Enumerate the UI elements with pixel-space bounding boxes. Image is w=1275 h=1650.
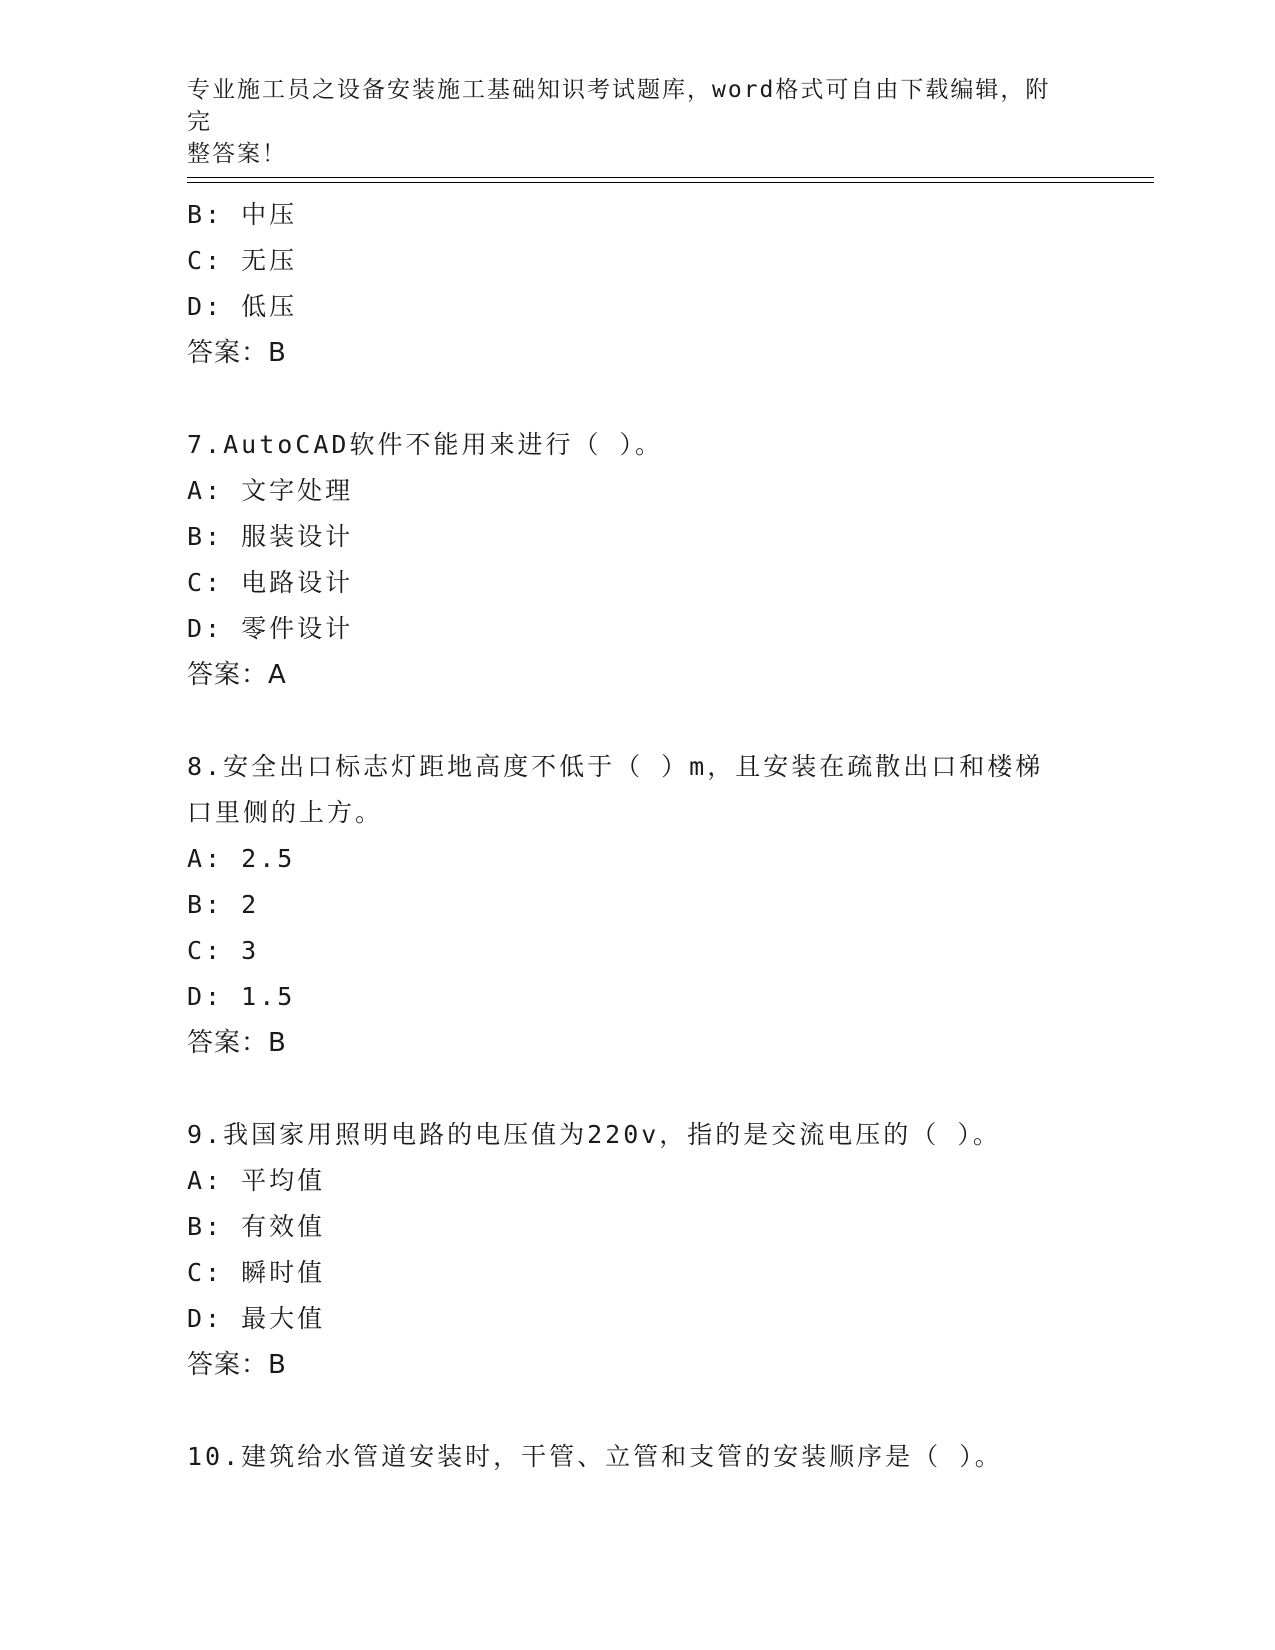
spacer — [187, 698, 1087, 744]
q7-question: 7.AutoCAD软件不能用来进行（ ）。 — [187, 430, 664, 459]
q9-option-c: C: 瞬时值 — [187, 1258, 326, 1287]
spacer — [187, 1066, 1087, 1112]
q8-question-line-2: 口里侧的上方。 — [187, 798, 384, 827]
q9-option-a: A: 平均值 — [187, 1166, 326, 1195]
q7-option-a: A: 文字处理 — [187, 476, 354, 505]
spacer — [187, 376, 1087, 422]
header-line-2: 整答案！ — [187, 141, 287, 167]
question-8-block — [187, 744, 1087, 1066]
document-header — [187, 74, 1067, 170]
question-7-block — [187, 422, 1087, 698]
q8-option-d: D: 1.5 — [187, 982, 296, 1011]
q6-answer: 答案：B — [187, 338, 287, 368]
header-divider-bottom — [187, 182, 1154, 183]
q8-answer: 答案：B — [187, 1028, 287, 1058]
q6-option-b: B: 中压 — [187, 200, 298, 229]
q6-option-c: C: 无压 — [187, 246, 298, 275]
header-line-1: 专业施工员之设备安装施工基础知识考试题库，word格式可自由下载编辑，附完 — [187, 77, 1051, 135]
q7-option-c: C: 电路设计 — [187, 568, 354, 597]
q8-option-c: C: 3 — [187, 936, 260, 965]
question-10-block — [187, 1434, 1087, 1480]
spacer — [187, 1388, 1087, 1434]
q8-question-line-1: 8.安全出口标志灯距地高度不低于（ ）m，且安装在疏散出口和楼梯 — [187, 752, 1044, 781]
q8-option-b: B: 2 — [187, 890, 260, 919]
q6-option-d: D: 低压 — [187, 292, 298, 321]
q9-option-b: B: 有效值 — [187, 1212, 326, 1241]
q7-answer: 答案：A — [187, 660, 287, 690]
q9-answer: 答案：B — [187, 1350, 287, 1380]
q10-question: 10.建筑给水管道安装时，干管、立管和支管的安装顺序是（ ）。 — [187, 1442, 1003, 1471]
question-6-block — [187, 192, 1087, 376]
q9-option-d: D: 最大值 — [187, 1304, 326, 1333]
q9-question: 9.我国家用照明电路的电压值为220v，指的是交流电压的（ ）。 — [187, 1120, 1001, 1149]
question-9-block — [187, 1112, 1087, 1388]
q7-option-d: D: 零件设计 — [187, 614, 354, 643]
q7-option-b: B: 服装设计 — [187, 522, 354, 551]
question-list — [187, 192, 1087, 1480]
header-divider-top — [187, 177, 1154, 178]
q8-option-a: A: 2.5 — [187, 844, 296, 873]
